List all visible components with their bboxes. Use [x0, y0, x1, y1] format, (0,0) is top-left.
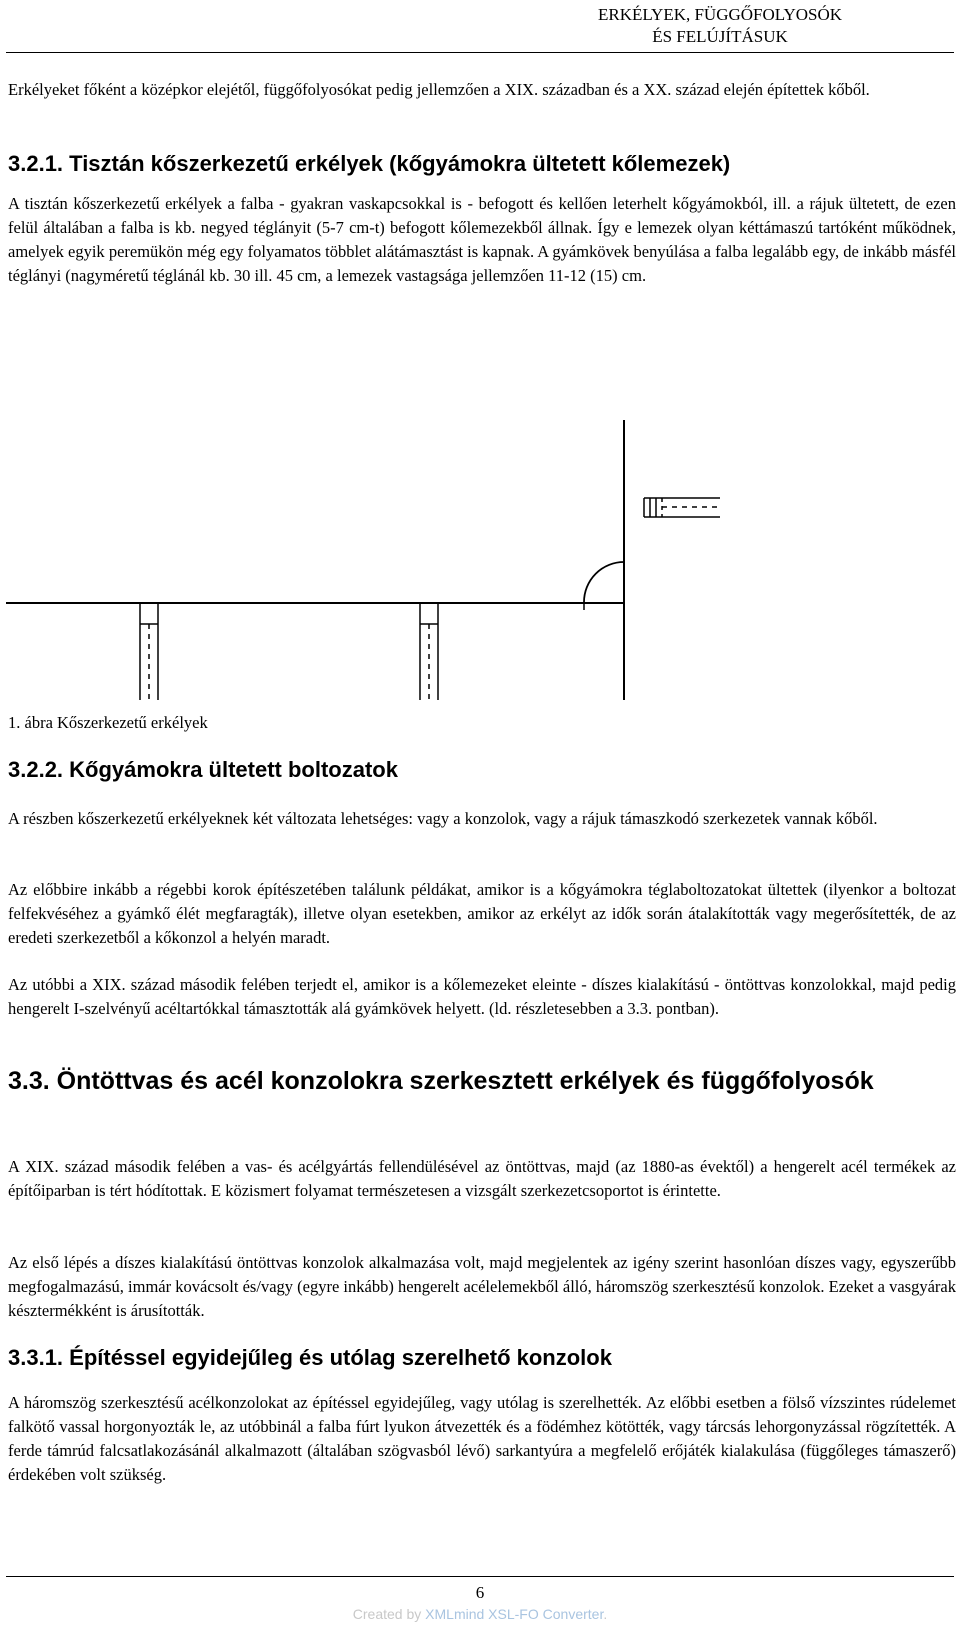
credit-prefix: Created by [352, 1606, 426, 1622]
section-3-2-1-heading: 3.2.1. Tisztán kőszerkezetű erkélyek (kőgyámokra ültetett kőlemezek) [8, 151, 731, 176]
section-3-2-2-paragraph-2: Az előbbire inkább a régebbi korok építészetében találunk példákat, amikor is a kőgyámokra téglaboltozatokat ültettek (ilyenkor a boltozat felfekvéséhez a gyámkő élét megfaragták), illetve olyan esetekben, amikor az erkélyt az idők során átalakították vagy megerősítették, de az eredeti szerkezetből a kőkonzol a helyén maradt. [8, 880, 956, 947]
credit-suffix: . [603, 1606, 608, 1622]
section-3-2-2-paragraph-3: Az utóbbi a XIX. század második felében terjedt el, amikor is a kőlemezeket eleinte - díszes kialakítású - öntöttvas konzolokkal, majd pedig hengerelt I-szelvényű acéltartókkal támasztották alá gyámkövek helyett. (ld. részletesebben a 3.3. pontban). [8, 975, 956, 1018]
header-rule [6, 52, 954, 53]
converter-credit [0, 1606, 960, 1622]
upper-bracket [644, 498, 720, 517]
figure-caption: 1. ábra Kőszerkezetű erkélyek [8, 713, 208, 732]
section-3-2-2-paragraph-1: A részben kőszerkezetű erkélyeknek két változata lehetséges: vagy a konzolok, vagy a rájuk támaszkodó szerkezetek vannak kőből. [8, 809, 878, 828]
left-post [140, 603, 158, 700]
page-number: 6 [475, 1583, 485, 1602]
corner-arc [584, 562, 624, 602]
section-3-2-1-paragraph: A tisztán kőszerkezetű erkélyek a falba - gyakran vaskapcsokkal is - befogott és kellően leterhelt kőgyámokból, ill. a rájuk ültetett, de ezen felül általában a falba is kb. negyed téglányit (5-7 cm-t) befogott kőlemezekből állnak. Így e lemezek olyan kéttámaszú tartóként működnek, amelyek egyik peremükön még egy folyamatos többlet alátámasztást is kapnak. A gyámkövek benyúlása a falba legalább egy, de inkább másfél téglányi (nagyméretű téglánál kb. 30 ill. 45 cm, a lemezek vastagsága jellemzően 11-12 (15) cm. [8, 194, 956, 285]
section-3-3-paragraph-2: Az első lépés a díszes kialakítású öntöttvas konzolok alkalmazása volt, majd megjelentek az igény szerint hasonlóan díszes vagy, egyszerűbb megfogalmazású, immár kovácsolt és/vagy (egyre inkább) hengerelt acélelemekből álló, háromszög szerkesztésű konzolok. Ezeket a vasgyárak késztermékként is árusították. [8, 1253, 956, 1320]
section-3-3-paragraph-1: A XIX. század második felében a vas- és acélgyártás fellendülésével az öntöttvas, majd (az 1880-as évektől) a hengerelt acél termékek az építőiparban is tért hódítottak. E közismert folyamat természetesen a vizsgált szerkezetcsoportot is érintette. [8, 1157, 956, 1200]
section-3-2-2-heading: 3.2.2. Kőgyámokra ültetett boltozatok [8, 757, 398, 782]
stone-balcony-figure [0, 420, 960, 700]
section-3-3-1-paragraph: A háromszög szerkesztésű acélkonzolokat az építéssel egyidejűleg, vagy utólag is szerelhették. Az előbbi esetben a fölső vízszintes rúdelemet falkötő vassal horgonyozták le, az utóbbinál a falba fúrt lyukon átvezették és a födémhez kötötték, vagy tárcsás lehorgonyzással rögzítették. A ferde támrúd falcsatlakozásánál alkalmazott (általában szögvasból lévő) sarkantyúra a megfelelő erőjáték kialakulása (függőleges támaszerő) érdekében volt szükség. [8, 1393, 956, 1484]
section-3-3-1-heading: 3.3.1. Építéssel egyidejűleg és utólag szerelhető konzolok [8, 1345, 612, 1370]
credit-tool-name: XMLmind XSL-FO Converter [425, 1606, 604, 1622]
section-3-3-heading: 3.3. Öntöttvas és acél konzolokra szerkesztett erkélyek és függőfolyosók [8, 1067, 874, 1095]
footer-rule [6, 1576, 954, 1577]
middle-post [420, 603, 438, 700]
running-header-line1: ERKÉLYEK, FÜGGŐFOLYOSÓK [597, 5, 843, 24]
running-header-line2: ÉS FELÚJÍTÁSUK [652, 27, 788, 46]
running-header [520, 4, 920, 48]
intro-paragraph: Erkélyeket főként a középkor elejétől, függőfolyosókat pedig jellemzően a XIX. században és a XX. század elején építettek kőből. [8, 80, 870, 99]
